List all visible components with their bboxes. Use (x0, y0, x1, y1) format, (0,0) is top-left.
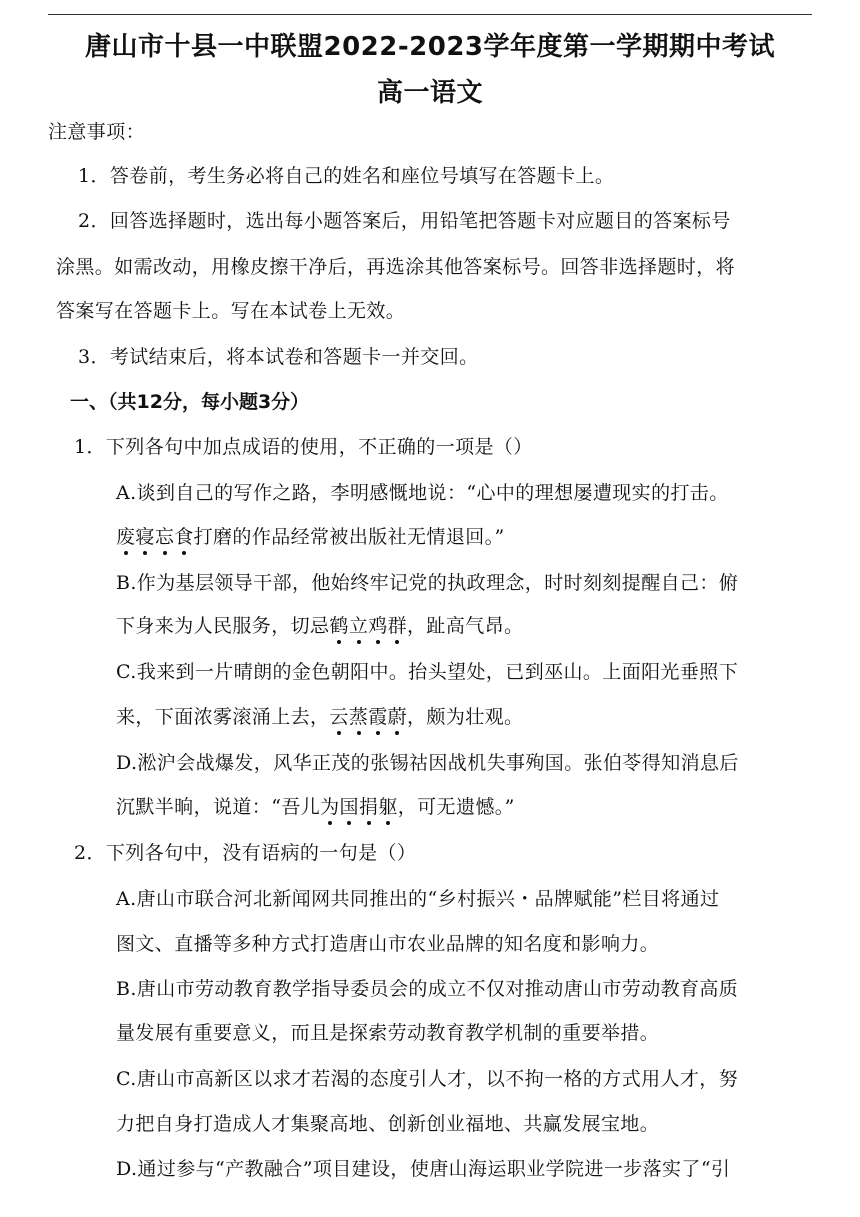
emphasis-dot-char: 寝 (135, 526, 155, 548)
q1-d-line-2-post: ，可无遗憾。” (397, 796, 515, 818)
section-1-heading: 一、（共12分，每小题3分） (70, 391, 310, 413)
emphasis-dot-char: 捐 (358, 796, 379, 818)
q1-option-b-line-2 (116, 614, 523, 638)
emphasis-dot-char: 为 (320, 796, 340, 818)
emphasis-dot-char: 云 (329, 706, 349, 728)
q2-option-b-line-1: B.唐山市劳动教育教学指导委员会的成立不仅对推动唐山市劳动教育高质 (116, 978, 739, 1000)
emphasis-dot-char: 躯 (378, 796, 398, 818)
q1-b-line-2-pre: 下身来为人民服务，切忌 (116, 615, 330, 637)
q1-option-c-line-2 (116, 705, 523, 729)
emphasis-dot-char: 鸡 (368, 615, 388, 637)
q1-d-line-2-pre: 沉默半晌，说道：“吾儿 (116, 796, 321, 818)
exam-title: 唐山市十县一中联盟2022-2023学年度第一学期期中考试 (84, 32, 776, 62)
q2-option-a-line-1: A.唐山市联合河北新闻网共同推出的“乡村振兴・品牌赋能”栏目将通过 (116, 888, 720, 910)
emphasis-dot-char: 蔚 (387, 706, 408, 728)
q1-option-d-line-1: D.淞沪会战爆发，风华正茂的张锡祜因战机失事殉国。张伯苓得知消息后 (116, 752, 739, 774)
q1-a-line-2-rest: 打磨的作品经常被出版社无情退回。” (193, 526, 505, 548)
emphasis-dot-char: 蒸 (348, 706, 369, 728)
emphasis-dot-char: 废 (116, 526, 136, 548)
q1-c-idiom (329, 706, 407, 728)
q1-c-line-2-post: ，颇为壮观。 (407, 706, 524, 728)
emphasis-dot-char: 立 (348, 615, 369, 637)
notice-item-2-line-3: 答案写在答题卡上。写在本试卷上无效。 (56, 300, 406, 322)
q2-option-d-line-1: D.通过参与“产教融合”项目建设，使唐山海运职业学院进一步落实了“引 (116, 1158, 731, 1180)
emphasis-dot-char: 食 (174, 526, 194, 548)
emphasis-dot-char: 群 (387, 615, 408, 637)
question-2-stem: 2．下列各句中，没有语病的一句是（） (74, 842, 417, 864)
q2-option-a-line-2: 图文、直播等多种方式打造唐山市农业品牌的知名度和影响力。 (116, 933, 660, 955)
top-rule (48, 14, 812, 15)
subject-title: 高一语文 (376, 78, 483, 108)
notice-item-2-line-1: 2．回答选择题时，选出每小题答案后，用铅笔把答题卡对应题目的答案标号 (78, 210, 731, 232)
q2-option-c-line-1: C.唐山市高新区以求才若渴的态度引人才，以不拘一格的方式用人才，努 (116, 1068, 739, 1090)
emphasis-dot-char: 霞 (368, 706, 388, 728)
q2-option-c-line-2: 力把自身打造成人才集聚高地、创新创业福地、共赢发展宝地。 (116, 1113, 660, 1135)
q2-option-b-line-2: 量发展有重要意义，而且是探索劳动教育教学机制的重要举措。 (116, 1022, 660, 1044)
notice-item-1: 1．答卷前，考生务必将自己的姓名和座位号填写在答题卡上。 (78, 165, 615, 187)
q1-b-idiom (329, 615, 407, 637)
emphasis-dot-char: 国 (339, 796, 359, 818)
q1-option-b-line-1: B.作为基层领导干部，他始终牢记党的执政理念，时时刻刻提醒自己：俯 (116, 572, 739, 594)
q1-a-idiom (116, 526, 194, 548)
q1-option-d-line-2 (116, 795, 515, 819)
emphasis-dot-char: 鹤 (329, 615, 349, 637)
q1-option-a-line-1: A.谈到自己的写作之路，李明感慨地说：“心中的理想屡遭现实的打击。 (116, 482, 729, 504)
emphasis-dot-char: 忘 (154, 526, 175, 548)
notice-heading: 注意事项： (48, 121, 146, 143)
notice-item-3: 3．考试结束后，将本试卷和答题卡一并交回。 (78, 346, 479, 368)
q1-option-a-line-2 (116, 525, 505, 549)
q1-option-c-line-1: C.我来到一片晴朗的金色朝阳中。抬头望处，已到巫山。上面阳光垂照下 (116, 661, 739, 683)
q1-b-line-2-post: ，趾高气昂。 (407, 615, 524, 637)
question-1-stem: 1．下列各句中加点成语的使用，不正确的一项是（） (74, 436, 533, 458)
q1-d-idiom (320, 796, 398, 818)
q1-c-line-2-pre: 来，下面浓雾滚涌上去， (116, 706, 330, 728)
notice-item-2-line-2: 涂黑。如需改动，用橡皮擦干净后，再选涂其他答案标号。回答非选择题时，将 (56, 256, 736, 278)
